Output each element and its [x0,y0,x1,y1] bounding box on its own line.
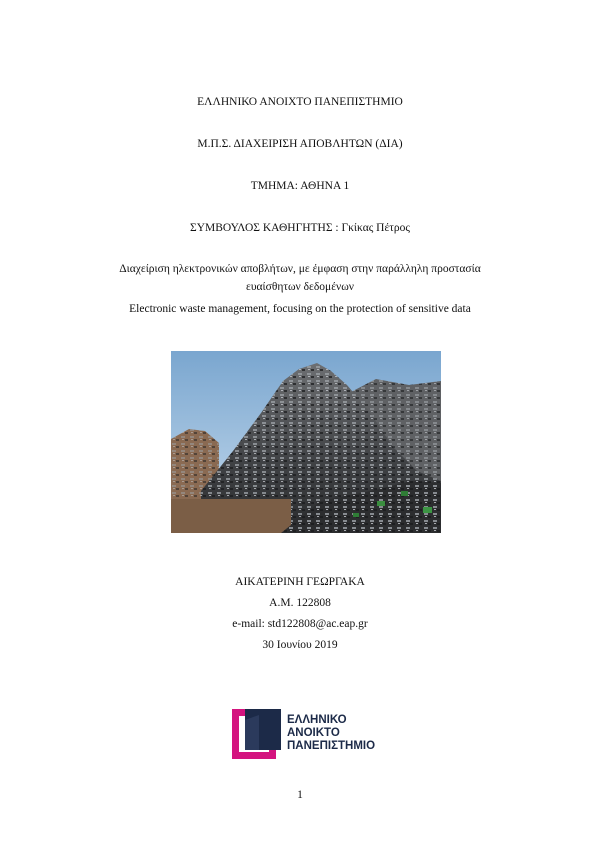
page-number: 1 [297,789,303,801]
e-waste-photo [171,351,441,533]
university-logo [229,706,379,762]
logo-text [287,714,375,753]
logo-mark-icon [229,706,285,762]
program-name: Μ.Π.Σ. ΔΙΑΧΕΙΡΙΣΗ ΑΠΟΒΛΗΤΩΝ (ΔΙΑ) [197,138,403,150]
department: ΤΜΗΜΑ: ΑΘΗΝΑ 1 [250,180,350,192]
student-id: Α.Μ. 122808 [269,597,331,609]
university-name: ΕΛΛΗΝΙΚΟ ΑΝΟΙΧΤΟ ΠΑΝΕΠΙΣΤΗΜΙΟ [197,96,403,108]
title-greek-line2: ευαίσθητων δεδομένων [245,281,354,293]
email: e-mail: std122808@ac.eap.gr [232,618,368,630]
logo-line1: ΕΛΛΗΝΙΚΟ [287,714,347,726]
advisor: ΣΥΜΒΟΥΛΟΣ ΚΑΘΗΓΗΤΗΣ : Γκίκας Πέτρος [190,222,410,234]
logo-line3: ΠΑΝΕΠΙΣΤΗΜΙΟ [287,740,376,752]
logo-line2: ΑΝΟΙΚΤΟ [287,727,340,739]
date: 30 Ιουνίου 2019 [262,639,338,651]
author-name: ΑΙΚΑΤΕΡΙΝΗ ΓΕΩΡΓΑΚΑ [235,576,365,588]
title-english: Electronic waste management, focusing on the protection of sensitive data [129,303,471,315]
title-greek-line1: Διαχείριση ηλεκτρονικών αποβλήτων, με έμφαση στην παράλληλη προστασία [119,263,481,275]
